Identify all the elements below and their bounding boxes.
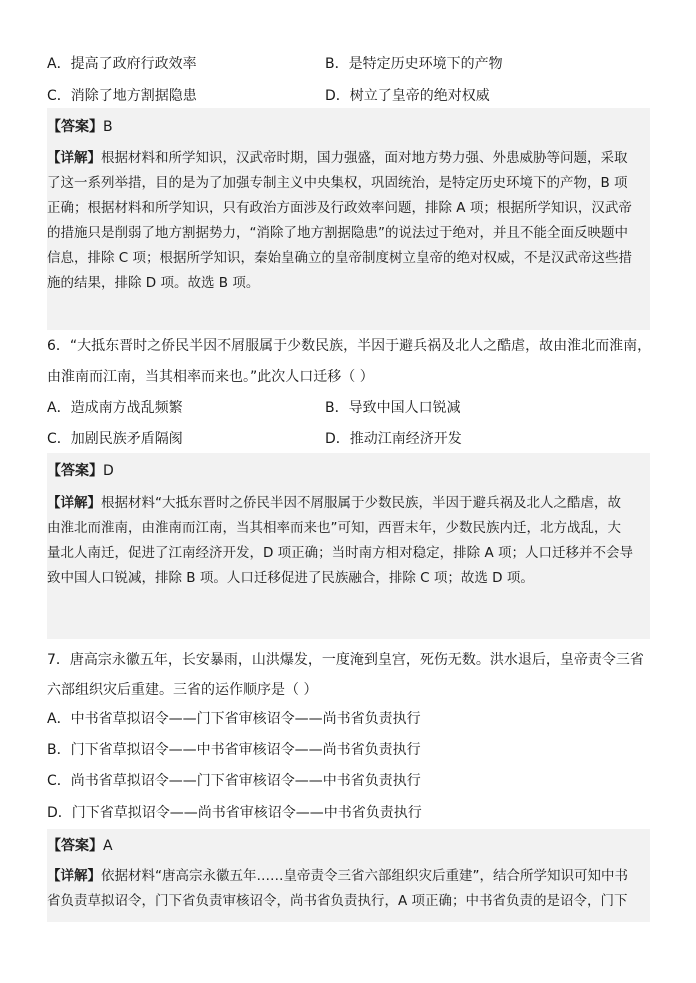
q5-option-c: C．消除了地方割据隐患	[47, 88, 197, 104]
q7-option-b: B．门下省草拟诏令——中书省审核诏令——尚书省负责执行	[47, 742, 421, 758]
q6-stem-line: 6．“大抵东晋时之侨民半因不屑服属于少数民族，半因于避兵祸及北人之酷虐，故由淮北而淮南，	[47, 338, 652, 354]
explain-tag: 【详解】	[47, 150, 101, 166]
q7-explanation	[47, 864, 650, 914]
answer-value: B	[103, 119, 113, 135]
q7-option-d: D．门下省草拟诏令——尚书省审核诏令——中书省负责执行	[47, 805, 422, 821]
q6-option-d: D．推动江南经济开发	[325, 431, 462, 447]
q6-option-a: A．造成南方战乱频繁	[47, 400, 183, 416]
answer-tag: 【答案】	[47, 119, 103, 135]
q7-option-c: C．尚书省草拟诏令——门下省审核诏令——中书省负责执行	[47, 773, 421, 789]
q5-option-row-2	[47, 86, 657, 106]
q5-option-a: A．提高了政府行政效率	[47, 56, 197, 72]
q5-option-row-1	[47, 54, 657, 74]
explain-line: 正确；根据材料和所学知识，只有政治方面涉及行政效率问题，排除 A 项；根据所学知识，汉武帝	[47, 200, 632, 216]
q5-option-b: B．是特定历史环境下的产物	[325, 56, 503, 72]
explain-line: 的措施只是削弱了地方割据势力，“消除了地方割据隐患”的说法过于绝对，并且不能全面反映题中	[47, 225, 628, 241]
q6-answer	[47, 461, 114, 481]
q7-stem-line: 六部组织灾后重建。三省的运作顺序是（ ）	[47, 682, 318, 698]
explain-line: 省负责草拟诏令，门下省负责审核诏令，尚书省负责执行，A 项正确；中书省负责的是诏令，门下	[47, 893, 628, 909]
answer-tag: 【答案】	[47, 463, 103, 479]
explain-line: 根据材料和所学知识，汉武帝时期，国力强盛，面对地方势力强、外患威胁等问题，采取	[101, 150, 628, 166]
explain-line: 由淮北而淮南，由淮南而江南，当其相率而来也”可知，西晋末年，少数民族内迁，北方战乱，大	[47, 520, 621, 536]
explain-line: 依据材料“唐高宗永徽五年……皇帝责令三省六部组织灾后重建”，结合所学知识可知中书	[101, 868, 628, 884]
q6-option-row-1	[47, 398, 657, 418]
answer-value: A	[103, 838, 113, 854]
explain-line: 信息，排除 C 项；根据所学知识，秦始皇确立的皇帝制度树立皇帝的绝对权威，不是汉武帝这些措	[47, 250, 633, 266]
q5-answer	[47, 117, 113, 137]
explain-line: 施的结果，排除 D 项。故选 B 项。	[47, 275, 260, 291]
q6-option-row-2	[47, 429, 657, 449]
q7-option-a: A．中书省草拟诏令——门下省审核诏令——尚书省负责执行	[47, 711, 421, 727]
q7-answer	[47, 836, 113, 856]
q6-explanation	[47, 491, 650, 591]
q7-stem-line: 7．唐高宗永徽五年，长安暴雨，山洪爆发，一度淹到皇宫，死伤无数。洪水退后，皇帝责令三省	[47, 652, 644, 668]
explain-tag: 【详解】	[47, 495, 101, 511]
explain-line: 了这一系列举措，目的是为了加强专制主义中央集权，巩固统治，是特定历史环境下的产物，B 项	[47, 175, 628, 191]
explain-line: 量北人南迁，促进了江南经济开发，D 项正确；当时南方相对稳定，排除 A 项；人口迁移并不会导	[47, 545, 634, 561]
answer-value: D	[103, 463, 114, 479]
q5-option-d: D．树立了皇帝的绝对权威	[325, 88, 490, 104]
explain-line: 根据材料“大抵东晋时之侨民半因不屑服属于少数民族，半因于避兵祸及北人之酷虐，故	[101, 495, 621, 511]
explain-tag: 【详解】	[47, 868, 101, 884]
answer-tag: 【答案】	[47, 838, 103, 854]
explain-line: 致中国人口锐减，排除 B 项。人口迁移促进了民族融合，排除 C 项；故选 D 项。	[47, 570, 534, 586]
q6-stem-line: 由淮南而江南，当其相率而来也。”此次人口迁移（ ）	[47, 369, 374, 385]
q6-option-b: B．导致中国人口锐减	[325, 400, 461, 416]
q6-option-c: C．加剧民族矛盾隔阂	[47, 431, 183, 447]
q5-explanation	[47, 146, 650, 296]
